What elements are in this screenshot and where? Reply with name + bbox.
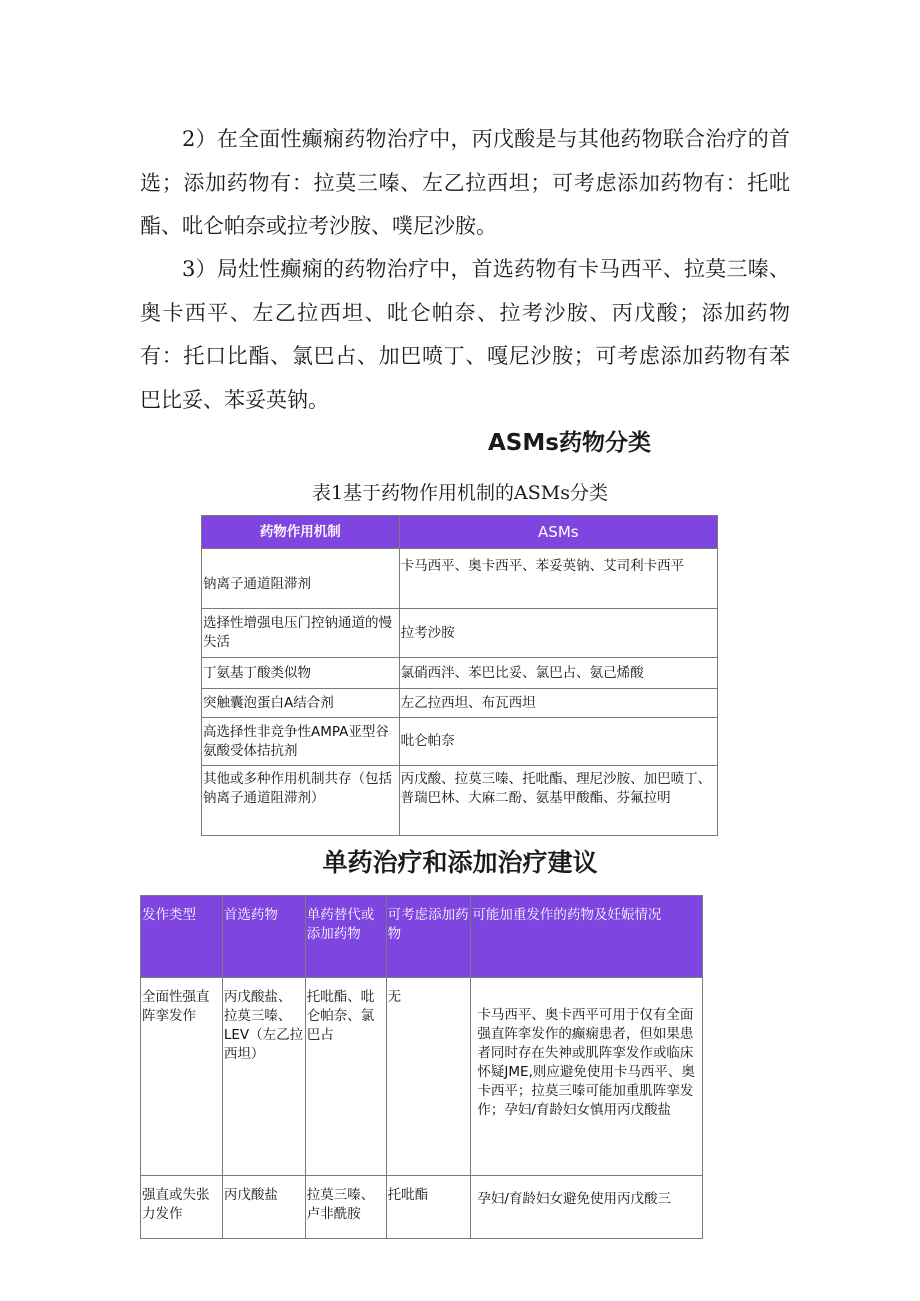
drugs-cell: 吡仑帕奈 [399,718,717,766]
header-mechanism: 药物作用机制 [202,516,400,549]
paragraph-generalized [140,118,790,249]
paragraph-focal [140,248,790,422]
table-header-row [141,896,703,978]
table-row [202,609,718,658]
table-row [141,978,703,1176]
mechanism-cell: 突触囊泡蛋白A结合剂 [202,689,400,718]
header-first-line: 首选药物 [222,896,305,978]
table-row [202,658,718,689]
header-consider-adding: 可考虑添加药物 [386,896,471,978]
first-line-cell: 丙戊酸盐 [222,1176,305,1239]
mechanism-cell: 丁氨基丁酸类似物 [202,658,400,689]
seizure-type-cell: 强直或失张力发作 [141,1176,223,1239]
seizure-type-cell: 全面性强直阵挛发作 [141,978,223,1176]
first-line-cell: 丙戊酸盐、拉莫三嗪、LEV（左乙拉西坦） [222,978,305,1176]
notes-cell: 孕妇/育龄妇女避免使用丙戊酸三 [471,1176,703,1239]
paragraph-text: 2）在全面性癫痫药物治疗中，丙戊酸是与其他药物联合治疗的首选；添加药物有：拉莫三嗪、左乙拉西坦；可考虑添加药物有：托吡酯、吡仑帕奈或拉考沙胺、噗尼沙胺。 [140,127,790,238]
notes-cell: 卡马西平、奥卡西平可用于仅有全面强直阵挛发作的癫痫患者，但如果患者同时存在失神或肌阵挛发作或临床怀疑JME,则应避免使用卡马西平、奥卡西平；拉莫三嗪可能加重肌阵挛发作；孕妇/育龄妇女慎用丙戊酸盐 [471,978,703,1176]
drugs-cell: 卡马西平、奥卡西平、苯妥英钠、艾司利卡西平 [399,549,717,609]
treatment-recommendation-table [140,895,703,1239]
alternative-cell: 拉莫三嗪、卢非酰胺 [305,1176,386,1239]
table-row [202,549,718,609]
table-header-row [202,516,718,549]
header-asms: ASMs [399,516,717,549]
mechanism-cell: 选择性增强电压门控钠通道的慢失活 [202,609,400,658]
table-row [141,1176,703,1239]
section-title-asms: ASMs药物分类 [488,430,651,456]
header-seizure-type: 发作类型 [141,896,223,978]
consider-adding-cell: 托吡酯 [386,1176,471,1239]
header-aggravating-pregnancy: 可能加重发作的药物及妊娠情况 [471,896,703,978]
drugs-cell: 丙戊酸、拉莫三嗪、托吡酯、理尼沙胺、加巴喷丁、普瑞巴林、大麻二酚、氨基甲酸酯、芬氟拉明 [399,766,717,836]
table-row [202,689,718,718]
asms-classification-table [201,515,718,836]
consider-adding-cell: 无 [386,978,471,1176]
drugs-cell: 拉考沙胺 [399,609,717,658]
mechanism-cell: 其他或多种作用机制共存（包括钠离子通道阻滞剂） [202,766,400,836]
mechanism-cell: 钠离子通道阻滞剂 [202,549,400,609]
table1-caption: 表1基于药物作用机制的ASMs分类 [311,482,609,504]
alternative-cell: 托吡酯、吡仑帕奈、氯巴占 [305,978,386,1176]
section-title-treatment: 单药治疗和添加治疗建议 [322,848,598,877]
header-alternative: 单药替代或添加药物 [305,896,386,978]
drugs-cell: 氯硝西泮、苯巴比妥、氯巴占、氨己烯酸 [399,658,717,689]
table-row [202,766,718,836]
drugs-cell: 左乙拉西坦、布瓦西坦 [399,689,717,718]
paragraph-text: 3）局灶性癫痫的药物治疗中，首选药物有卡马西平、拉莫三嗪、奥卡西平、左乙拉西坦、吡仑帕奈、拉考沙胺、丙戊酸；添加药物有：托口比酯、氯巴占、加巴喷丁、嘎尼沙胺；可考虑添加药物有苯巴比妥、苯妥英钠。 [140,257,790,412]
table-row [202,718,718,766]
mechanism-cell: 高选择性非竞争性AMPA亚型谷氨酸受体拮抗剂 [202,718,400,766]
